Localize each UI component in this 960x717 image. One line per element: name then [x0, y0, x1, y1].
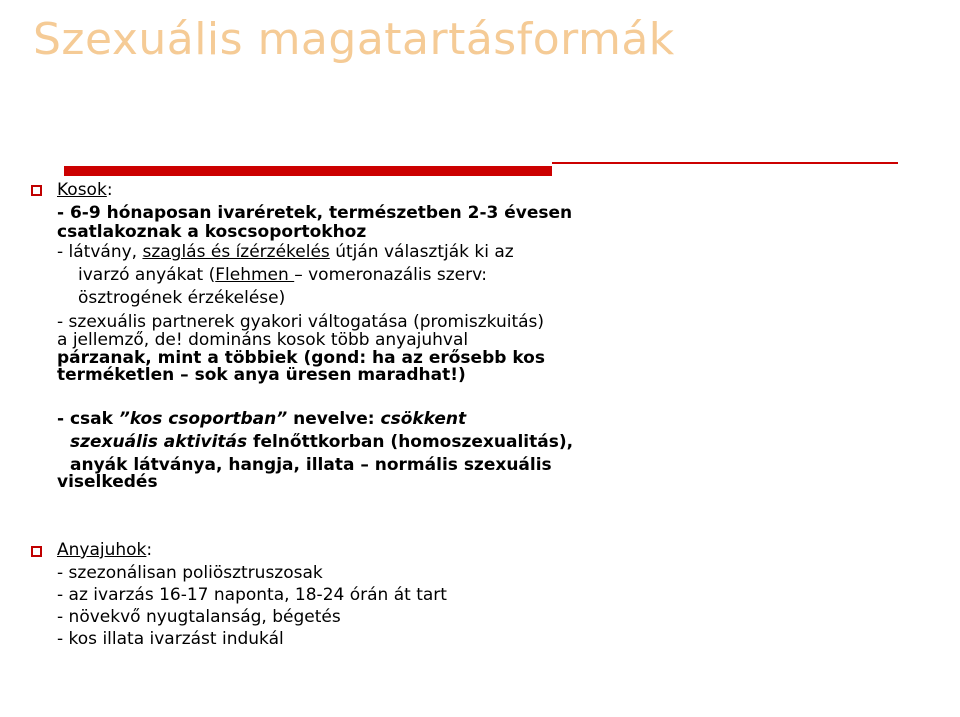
text-span: nevelve: [287, 409, 381, 429]
heading-colon: : [106, 180, 113, 200]
title-accent-rule [64, 166, 552, 176]
heading-text: Kosok [57, 180, 107, 200]
text-span: – vomeronazális szerv: [294, 265, 487, 285]
text-line [57, 409, 466, 429]
text-line: terméketlen – sok anya üresen maradhat!) [57, 365, 466, 385]
text-line: anyák látványa, hangja, illata – normális szexuális [70, 455, 552, 475]
text-span: - csak [57, 409, 119, 429]
text-line: - szexuális partnerek gyakori váltogatása (promiszkuitás) [57, 312, 545, 332]
italic-text: szexuális aktivitás [70, 432, 248, 452]
text-line: - szezonálisan poliösztruszosak [57, 563, 323, 583]
italic-text: ”kos csoportban” [118, 409, 288, 429]
text-span: felnőttkorban (homoszexualitás), [247, 432, 574, 452]
text-line: ösztrogének érzékelése) [78, 288, 286, 308]
text-line: a jellemző, de! domináns kosok több anyajuhval [57, 330, 469, 350]
underlined-text: Flehmen [215, 265, 295, 285]
text-line: - kos illata ivarzást indukál [57, 629, 284, 649]
text-span: ivarzó anyákat ( [78, 265, 216, 285]
italic-text: csökkent [380, 409, 467, 429]
page-title: Szexuális magatartásformák [33, 14, 675, 65]
section-heading-kosok [57, 180, 113, 200]
text-line [70, 432, 573, 452]
bullet-square-icon [31, 185, 42, 196]
text-line: - növekvő nyugtalanság, bégetés [57, 607, 341, 627]
text-line: párzanak, mint a többiek (gond: ha az erősebb kos [57, 348, 545, 368]
text-span: - látvány, [57, 242, 143, 262]
text-span: útján választják ki az [329, 242, 514, 262]
section-heading-anyajuhok [57, 540, 152, 560]
title-thin-rule [552, 162, 898, 164]
text-line: - 6-9 hónaposan ivaréretek, természetben 2-3 évesen [57, 203, 573, 223]
text-line: csatlakoznak a koscsoportokhoz [57, 222, 367, 242]
text-line: - az ivarzás 16-17 naponta, 18-24 órán át tart [57, 585, 447, 605]
text-line [78, 265, 487, 285]
heading-colon: : [146, 540, 153, 560]
bullet-square-icon [31, 546, 42, 557]
text-line: viselkedés [57, 472, 158, 492]
heading-text: Anyajuhok [57, 540, 147, 560]
underlined-text: szaglás és ízérzékelés [142, 242, 330, 262]
text-line [57, 242, 514, 262]
